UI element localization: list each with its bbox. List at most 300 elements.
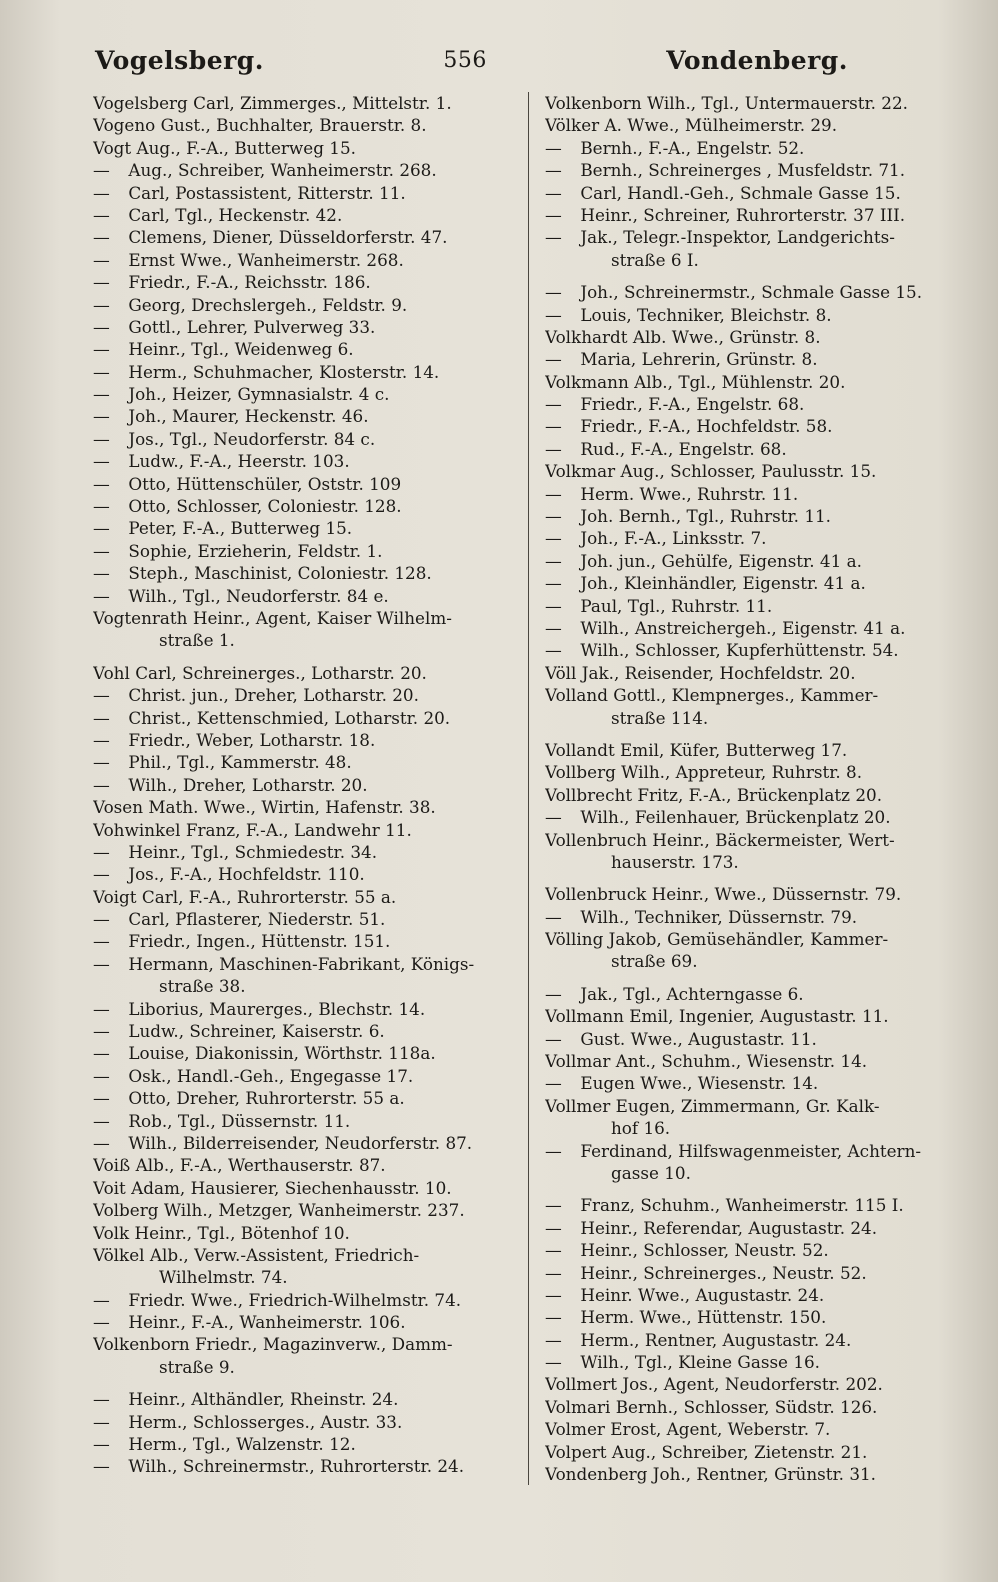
directory-entry bbox=[545, 1284, 980, 1306]
entry-text: Friedr., F.-A., Engelstr. 68. bbox=[580, 394, 805, 415]
entry-text: Herm., Rentner, Augustastr. 24. bbox=[580, 1329, 852, 1350]
entry-text: Carl, Tgl., Heckenstr. 42. bbox=[128, 204, 343, 225]
directory-entry bbox=[545, 684, 980, 706]
repeat-dash: — bbox=[545, 550, 562, 571]
directory-entry bbox=[545, 204, 980, 226]
repeat-dash: — bbox=[545, 807, 562, 828]
repeat-dash: — bbox=[93, 1088, 110, 1109]
entry-text: gasse 10. bbox=[611, 1162, 691, 1183]
directory-entry bbox=[93, 1154, 528, 1176]
directory-entry bbox=[545, 460, 980, 482]
directory-entry bbox=[93, 930, 528, 952]
entry-text: Vollmar Ant., Schuhm., Wiesenstr. 14. bbox=[545, 1051, 868, 1072]
repeat-dash: — bbox=[93, 953, 110, 974]
entry-text: Volkenborn Friedr., Magazinverw., Damm- bbox=[93, 1334, 453, 1355]
repeat-dash: — bbox=[545, 1073, 562, 1094]
entry-text: Otto, Schlosser, Coloniestr. 128. bbox=[128, 496, 402, 517]
entry-text: Rud., F.-A., Engelstr. 68. bbox=[580, 438, 787, 459]
directory-entry bbox=[93, 796, 528, 818]
directory-entry bbox=[545, 304, 980, 326]
directory-entry bbox=[93, 204, 528, 226]
repeat-dash: — bbox=[545, 1307, 562, 1328]
repeat-dash: — bbox=[545, 1352, 562, 1373]
directory-entry bbox=[93, 1020, 528, 1042]
entry-text: Sophie, Erzieherin, Feldstr. 1. bbox=[128, 540, 383, 561]
entry-text: Gust. Wwe., Augustastr. 11. bbox=[580, 1028, 817, 1049]
repeat-dash: — bbox=[93, 428, 110, 449]
directory-entry bbox=[545, 829, 980, 851]
directory-entry bbox=[93, 662, 528, 684]
entry-text: Vohl Carl, Schreinerges., Lotharstr. 20. bbox=[93, 662, 427, 683]
directory-entry bbox=[93, 92, 528, 114]
entry-text: Joh. jun., Gehülfe, Eigenstr. 41 a. bbox=[580, 550, 862, 571]
left-column bbox=[93, 92, 528, 1485]
repeat-dash: — bbox=[93, 841, 110, 862]
entry-text: Vosen Math. Wwe., Wirtin, Hafenstr. 38. bbox=[93, 797, 436, 818]
entry-text: Maria, Lehrerin, Grünstr. 8. bbox=[580, 349, 818, 370]
entry-text: Herm., Tgl., Walzenstr. 12. bbox=[128, 1434, 356, 1455]
directory-entry bbox=[545, 662, 980, 684]
entry-text: Völl Jak., Reisender, Hochfeldstr. 20. bbox=[545, 662, 856, 683]
directory-entry bbox=[93, 774, 528, 796]
directory-entry bbox=[93, 1132, 528, 1154]
entry-text: Louis, Techniker, Bleichstr. 8. bbox=[580, 304, 832, 325]
entry-text: Wilh., Feilenhauer, Brückenplatz 20. bbox=[580, 807, 891, 828]
entry-text: Friedr. Wwe., Friedrich-Wilhelmstr. 74. bbox=[128, 1289, 462, 1310]
directory-entry bbox=[93, 607, 528, 629]
directory-entry bbox=[93, 517, 528, 539]
directory-entry bbox=[545, 784, 980, 806]
directory-entry bbox=[93, 1333, 528, 1355]
repeat-dash: — bbox=[545, 1329, 562, 1350]
directory-entry bbox=[93, 1087, 528, 1109]
entry-text: Joh., F.-A., Linksstr. 7. bbox=[580, 528, 767, 549]
entry-text: Christ. jun., Dreher, Lotharstr. 20. bbox=[128, 685, 419, 706]
directory-entry bbox=[545, 1095, 980, 1117]
directory-entry bbox=[545, 1262, 980, 1284]
entry-text: Wilh., Bilderreisender, Neudorferstr. 87. bbox=[128, 1132, 473, 1153]
repeat-dash: — bbox=[93, 272, 110, 293]
directory-entry bbox=[93, 863, 528, 885]
directory-entry bbox=[93, 998, 528, 1020]
entry-text: Vondenberg Joh., Rentner, Grünstr. 31. bbox=[545, 1464, 877, 1485]
entry-gap bbox=[545, 271, 980, 281]
repeat-dash: — bbox=[93, 384, 110, 405]
directory-entry bbox=[93, 1110, 528, 1132]
repeat-dash: — bbox=[545, 204, 562, 225]
directory-entry bbox=[545, 1329, 980, 1351]
repeat-dash: — bbox=[93, 1289, 110, 1310]
repeat-dash: — bbox=[545, 137, 562, 158]
entry-text: Steph., Maschinist, Coloniestr. 128. bbox=[128, 563, 432, 584]
entry-text: straße 1. bbox=[159, 630, 235, 651]
directory-entry bbox=[545, 438, 980, 460]
directory-entry bbox=[93, 540, 528, 562]
directory-entry bbox=[545, 883, 980, 905]
directory-entry bbox=[93, 1244, 528, 1266]
directory-entry bbox=[545, 639, 980, 661]
entry-text: Heinr., Althändler, Rheinstr. 24. bbox=[128, 1389, 399, 1410]
repeat-dash: — bbox=[93, 909, 110, 930]
directory-entry bbox=[93, 1411, 528, 1433]
repeat-dash: — bbox=[545, 416, 562, 437]
directory-entry bbox=[93, 819, 528, 841]
repeat-dash: — bbox=[93, 518, 110, 539]
repeat-dash: — bbox=[93, 496, 110, 517]
repeat-dash: — bbox=[93, 182, 110, 203]
entry-text: Herm., Schuhmacher, Klosterstr. 14. bbox=[128, 361, 440, 382]
entry-text: Völkel Alb., Verw.-Assistent, Friedrich- bbox=[93, 1244, 420, 1265]
entry-text: Bernh., Schreinerges , Musfeldstr. 71. bbox=[580, 160, 906, 181]
entry-text: Vollberg Wilh., Appreteur, Ruhrstr. 8. bbox=[545, 762, 863, 783]
directory-entry bbox=[93, 473, 528, 495]
repeat-dash: — bbox=[93, 585, 110, 606]
repeat-dash: — bbox=[93, 249, 110, 270]
entry-text: Vollandt Emil, Küfer, Butterweg 17. bbox=[545, 739, 848, 760]
entry-gap bbox=[93, 1378, 528, 1388]
directory-entry bbox=[93, 1177, 528, 1199]
entry-text: Volberg Wilh., Metzger, Wanheimerstr. 237. bbox=[93, 1200, 465, 1221]
entry-text: Vogt Aug., F.-A., Butterweg 15. bbox=[93, 137, 356, 158]
entry-text: Jak., Telegr.-Inspektor, Landgerichts- bbox=[580, 227, 895, 248]
entry-text: Vollenbruch Heinr., Bäckermeister, Wert- bbox=[545, 829, 895, 850]
directory-entry bbox=[93, 729, 528, 751]
repeat-dash: — bbox=[545, 182, 562, 203]
entry-text: Otto, Dreher, Ruhrorterstr. 55 a. bbox=[128, 1088, 405, 1109]
entry-text: Wilh., Techniker, Düssernstr. 79. bbox=[580, 906, 858, 927]
entry-text: Joh., Maurer, Heckenstr. 46. bbox=[128, 406, 369, 427]
entry-text: Gottl., Lehrer, Pulverweg 33. bbox=[128, 316, 376, 337]
entry-text: Ferdinand, Hilfswagenmeister, Achtern- bbox=[580, 1140, 922, 1161]
entry-gap bbox=[545, 873, 980, 883]
directory-entry bbox=[545, 1050, 980, 1072]
directory-entry-continuation bbox=[545, 249, 980, 271]
entry-text: Friedr., F.-A., Reichsstr. 186. bbox=[128, 272, 371, 293]
entry-text: straße 38. bbox=[159, 976, 246, 997]
entry-text: Herm. Wwe., Hüttenstr. 150. bbox=[580, 1307, 827, 1328]
entry-text: Voit Adam, Hausierer, Siechenhausstr. 10. bbox=[93, 1177, 452, 1198]
directory-entry bbox=[93, 361, 528, 383]
repeat-dash: — bbox=[93, 931, 110, 952]
entry-text: Carl, Postassistent, Ritterstr. 11. bbox=[128, 182, 406, 203]
directory-entry bbox=[93, 271, 528, 293]
repeat-dash: — bbox=[93, 729, 110, 750]
entry-text: Vollmann Emil, Ingenier, Augustastr. 11. bbox=[545, 1006, 889, 1027]
entry-text: Völker A. Wwe., Mülheimerstr. 29. bbox=[545, 115, 838, 136]
directory-entry bbox=[545, 159, 980, 181]
entry-text: Joh. Bernh., Tgl., Ruhrstr. 11. bbox=[580, 506, 832, 527]
entry-text: Wilhelmstr. 74. bbox=[159, 1267, 288, 1288]
entry-text: Carl, Pflasterer, Niederstr. 51. bbox=[128, 909, 386, 930]
directory-entry bbox=[545, 1005, 980, 1027]
entry-text: Vollenbruck Heinr., Wwe., Düssernstr. 79. bbox=[545, 884, 902, 905]
directory-entry bbox=[545, 1418, 980, 1440]
entry-text: Heinr. Wwe., Augustastr. 24. bbox=[580, 1284, 825, 1305]
entry-text: Ludw., Schreiner, Kaiserstr. 6. bbox=[128, 1021, 385, 1042]
directory-entry bbox=[545, 348, 980, 370]
directory-entry bbox=[93, 450, 528, 472]
entry-text: Vollbrecht Fritz, F.-A., Brückenplatz 20. bbox=[545, 784, 883, 805]
directory-entry bbox=[93, 953, 528, 975]
entry-text: Christ., Kettenschmied, Lotharstr. 20. bbox=[128, 707, 451, 728]
entry-gap bbox=[545, 973, 980, 983]
repeat-dash: — bbox=[93, 752, 110, 773]
directory-entry-continuation bbox=[545, 1117, 980, 1139]
directory-entry bbox=[545, 137, 980, 159]
entry-text: Georg, Drechslergeh., Feldstr. 9. bbox=[128, 294, 408, 315]
directory-entry bbox=[545, 617, 980, 639]
entry-text: straße 69. bbox=[611, 951, 698, 972]
entry-text: Jos., Tgl., Neudorferstr. 84 c. bbox=[128, 428, 376, 449]
directory-entry bbox=[545, 371, 980, 393]
repeat-dash: — bbox=[545, 1284, 562, 1305]
directory-entry bbox=[93, 707, 528, 729]
repeat-dash: — bbox=[93, 774, 110, 795]
entry-text: Heinr., Schreinerges., Neustr. 52. bbox=[580, 1262, 867, 1283]
directory-entry bbox=[545, 1463, 980, 1485]
entry-text: Vogeno Gust., Buchhalter, Brauerstr. 8. bbox=[93, 115, 427, 136]
entry-text: Wilh., Tgl., Neudorferstr. 84 e. bbox=[128, 585, 389, 606]
directory-entry bbox=[545, 393, 980, 415]
repeat-dash: — bbox=[93, 1389, 110, 1410]
entry-text: Herm., Schlosserges., Austr. 33. bbox=[128, 1411, 403, 1432]
directory-entry bbox=[93, 338, 528, 360]
repeat-dash: — bbox=[93, 998, 110, 1019]
directory-entry bbox=[545, 1441, 980, 1463]
directory-entry bbox=[545, 1396, 980, 1418]
entry-text: Jos., F.-A., Hochfeldstr. 110. bbox=[128, 864, 365, 885]
repeat-dash: — bbox=[93, 316, 110, 337]
directory-entry bbox=[93, 226, 528, 248]
entry-text: Vogelsberg Carl, Zimmerges., Mittelstr. 1. bbox=[93, 93, 452, 113]
directory-entry bbox=[545, 983, 980, 1005]
repeat-dash: — bbox=[93, 451, 110, 472]
entry-text: Vollmert Jos., Agent, Neudorferstr. 202. bbox=[545, 1374, 883, 1395]
entry-text: Clemens, Diener, Düsseldorferstr. 47. bbox=[128, 227, 448, 248]
directory-entry bbox=[545, 906, 980, 928]
entry-gap bbox=[545, 1184, 980, 1194]
repeat-dash: — bbox=[545, 160, 562, 181]
entry-text: Volmari Bernh., Schlosser, Südstr. 126. bbox=[545, 1396, 878, 1417]
repeat-dash: — bbox=[545, 906, 562, 927]
directory-entry bbox=[93, 114, 528, 136]
repeat-dash: — bbox=[93, 361, 110, 382]
entry-text: Volpert Aug., Schreiber, Zietenstr. 21. bbox=[545, 1441, 868, 1462]
repeat-dash: — bbox=[545, 304, 562, 325]
repeat-dash: — bbox=[93, 864, 110, 885]
repeat-dash: — bbox=[93, 707, 110, 728]
repeat-dash: — bbox=[93, 473, 110, 494]
repeat-dash: — bbox=[545, 227, 562, 248]
directory-entry-continuation bbox=[93, 629, 528, 651]
directory-entry bbox=[93, 294, 528, 316]
directory-entry bbox=[545, 739, 980, 761]
entry-text: Osk., Handl.-Geh., Engegasse 17. bbox=[128, 1065, 414, 1086]
directory-entry bbox=[545, 527, 980, 549]
entry-text: Vollmer Eugen, Zimmermann, Gr. Kalk- bbox=[545, 1095, 880, 1116]
entry-text: Joh., Schreinermstr., Schmale Gasse 15. bbox=[580, 282, 923, 303]
entry-text: Volmer Erost, Agent, Weberstr. 7. bbox=[545, 1419, 831, 1440]
directory-entry bbox=[93, 1433, 528, 1455]
entry-text: Vogtenrath Heinr., Agent, Kaiser Wilhelm- bbox=[93, 607, 452, 628]
repeat-dash: — bbox=[545, 595, 562, 616]
directory-entry bbox=[545, 326, 980, 348]
directory-entry bbox=[545, 1194, 980, 1216]
entry-text: straße 9. bbox=[159, 1356, 235, 1377]
entry-text: Volk Heinr., Tgl., Bötenhof 10. bbox=[93, 1222, 350, 1243]
repeat-dash: — bbox=[545, 1217, 562, 1238]
directory-entry bbox=[93, 1042, 528, 1064]
directory-entry bbox=[93, 585, 528, 607]
entry-text: Volland Gottl., Klempnerges., Kammer- bbox=[545, 685, 879, 706]
entry-text: hof 16. bbox=[611, 1118, 671, 1139]
directory-entry bbox=[93, 159, 528, 181]
repeat-dash: — bbox=[93, 1021, 110, 1042]
directory-entry bbox=[545, 928, 980, 950]
directory-entry bbox=[93, 316, 528, 338]
entry-text: Rob., Tgl., Düssernstr. 11. bbox=[128, 1110, 351, 1131]
repeat-dash: — bbox=[545, 528, 562, 549]
directory-entry bbox=[545, 226, 980, 248]
directory-entry bbox=[545, 505, 980, 527]
repeat-dash: — bbox=[545, 983, 562, 1004]
entry-text: Heinr., Tgl., Weidenweg 6. bbox=[128, 339, 354, 360]
repeat-dash: — bbox=[93, 540, 110, 561]
repeat-dash: — bbox=[545, 1195, 562, 1216]
entry-text: Volkmann Alb., Tgl., Mühlenstr. 20. bbox=[545, 371, 846, 392]
directory-entry bbox=[545, 415, 980, 437]
entry-text: Joh., Heizer, Gymnasialstr. 4 c. bbox=[128, 384, 390, 405]
directory-entry bbox=[93, 684, 528, 706]
repeat-dash: — bbox=[93, 1434, 110, 1455]
entry-text: Heinr., Schlosser, Neustr. 52. bbox=[580, 1240, 829, 1261]
repeat-dash: — bbox=[545, 1240, 562, 1261]
directory-entry bbox=[93, 137, 528, 159]
entry-text: Ernst Wwe., Wanheimerstr. 268. bbox=[128, 249, 404, 270]
directory-entry bbox=[545, 1373, 980, 1395]
entry-text: Aug., Schreiber, Wanheimerstr. 268. bbox=[128, 160, 437, 181]
directory-entry bbox=[545, 572, 980, 594]
entry-text: Peter, F.-A., Butterweg 15. bbox=[128, 518, 353, 539]
repeat-dash: — bbox=[545, 349, 562, 370]
page-header bbox=[95, 40, 848, 80]
directory-entry bbox=[93, 1311, 528, 1333]
directory-entry bbox=[93, 908, 528, 930]
entry-text: Heinr., F.-A., Wanheimerstr. 106. bbox=[128, 1312, 406, 1333]
directory-entry bbox=[545, 761, 980, 783]
entry-text: Phil., Tgl., Kammerstr. 48. bbox=[128, 752, 352, 773]
repeat-dash: — bbox=[93, 204, 110, 225]
entry-text: Otto, Hüttenschüler, Oststr. 109 bbox=[128, 473, 402, 494]
repeat-dash: — bbox=[93, 406, 110, 427]
entry-text: Carl, Handl.-Geh., Schmale Gasse 15. bbox=[580, 182, 901, 203]
repeat-dash: — bbox=[545, 1028, 562, 1049]
directory-entry bbox=[93, 841, 528, 863]
entry-text: Voiß Alb., F.-A., Werthauserstr. 87. bbox=[93, 1155, 386, 1176]
directory-entry bbox=[545, 550, 980, 572]
header-right-keyword: Vondenberg. bbox=[666, 45, 848, 75]
repeat-dash: — bbox=[545, 506, 562, 527]
repeat-dash: — bbox=[545, 617, 562, 638]
repeat-dash: — bbox=[93, 160, 110, 181]
repeat-dash: — bbox=[93, 685, 110, 706]
directory-entry-continuation bbox=[93, 1266, 528, 1288]
entry-text: Eugen Wwe., Wiesenstr. 14. bbox=[580, 1073, 819, 1094]
entry-text: hauserstr. 173. bbox=[611, 851, 739, 872]
entry-text: Völling Jakob, Gemüsehändler, Kammer- bbox=[545, 929, 889, 950]
repeat-dash: — bbox=[93, 1065, 110, 1086]
directory-entry bbox=[545, 595, 980, 617]
entry-text: Wilh., Anstreichergeh., Eigenstr. 41 a. bbox=[580, 617, 906, 638]
directory-entry-continuation bbox=[93, 975, 528, 997]
directory-entry bbox=[545, 483, 980, 505]
repeat-dash: — bbox=[545, 282, 562, 303]
header-left-keyword: Vogelsberg. bbox=[95, 45, 264, 75]
entry-text: Ludw., F.-A., Heerstr. 103. bbox=[128, 451, 350, 472]
directory-entry-continuation bbox=[545, 950, 980, 972]
entry-text: Wilh., Dreher, Lotharstr. 20. bbox=[128, 774, 368, 795]
entry-text: Heinr., Referendar, Augustastr. 24. bbox=[580, 1217, 878, 1238]
directory-entry bbox=[545, 182, 980, 204]
repeat-dash: — bbox=[545, 640, 562, 661]
directory-entry bbox=[93, 886, 528, 908]
repeat-dash: — bbox=[545, 1262, 562, 1283]
repeat-dash: — bbox=[545, 394, 562, 415]
directory-entry bbox=[545, 1239, 980, 1261]
repeat-dash: — bbox=[93, 339, 110, 360]
repeat-dash: — bbox=[93, 1043, 110, 1064]
directory-entry bbox=[545, 1140, 980, 1162]
page-number: 556 bbox=[443, 47, 487, 73]
repeat-dash: — bbox=[93, 1411, 110, 1432]
directory-entry bbox=[93, 383, 528, 405]
directory-entry bbox=[545, 281, 980, 303]
repeat-dash: — bbox=[93, 1456, 110, 1477]
directory-entry bbox=[545, 1072, 980, 1094]
directory-entry bbox=[93, 495, 528, 517]
entry-text: Liborius, Maurerges., Blechstr. 14. bbox=[128, 998, 426, 1019]
repeat-dash: — bbox=[93, 1110, 110, 1131]
entry-text: Heinr., Schreiner, Ruhrorterstr. 37 III. bbox=[580, 204, 906, 225]
entry-text: straße 6 I. bbox=[611, 249, 699, 270]
directory-entry-continuation bbox=[545, 707, 980, 729]
entry-text: Volkhardt Alb. Wwe., Grünstr. 8. bbox=[545, 326, 821, 347]
entry-text: Vohwinkel Franz, F.-A., Landwehr 11. bbox=[93, 819, 412, 840]
directory-entry bbox=[93, 562, 528, 584]
entry-text: Wilh., Schreinermstr., Ruhrorterstr. 24. bbox=[128, 1456, 465, 1477]
entry-text: Friedr., F.-A., Hochfeldstr. 58. bbox=[580, 416, 833, 437]
directory-entry-continuation bbox=[545, 1162, 980, 1184]
entry-gap bbox=[545, 729, 980, 739]
directory-entry bbox=[93, 751, 528, 773]
entry-text: Paul, Tgl., Ruhrstr. 11. bbox=[580, 595, 773, 616]
directory-entry bbox=[93, 428, 528, 450]
entry-text: Wilh., Schlosser, Kupferhüttenstr. 54. bbox=[580, 640, 899, 661]
repeat-dash: — bbox=[545, 483, 562, 504]
directory-entry bbox=[93, 1289, 528, 1311]
entry-text: Louise, Diakonissin, Wörthstr. 118a. bbox=[128, 1043, 436, 1064]
directory-entry bbox=[545, 806, 980, 828]
repeat-dash: — bbox=[93, 227, 110, 248]
repeat-dash: — bbox=[545, 573, 562, 594]
entry-text: Franz, Schuhm., Wanheimerstr. 115 I. bbox=[580, 1195, 904, 1216]
directory-entry-continuation bbox=[545, 851, 980, 873]
directory-entry bbox=[93, 1065, 528, 1087]
entry-text: Voigt Carl, F.-A., Ruhrorterstr. 55 a. bbox=[93, 886, 397, 907]
directory-entry bbox=[93, 182, 528, 204]
directory-entry bbox=[93, 1455, 528, 1477]
entry-text: Volkenborn Wilh., Tgl., Untermauerstr. 22. bbox=[545, 93, 908, 113]
